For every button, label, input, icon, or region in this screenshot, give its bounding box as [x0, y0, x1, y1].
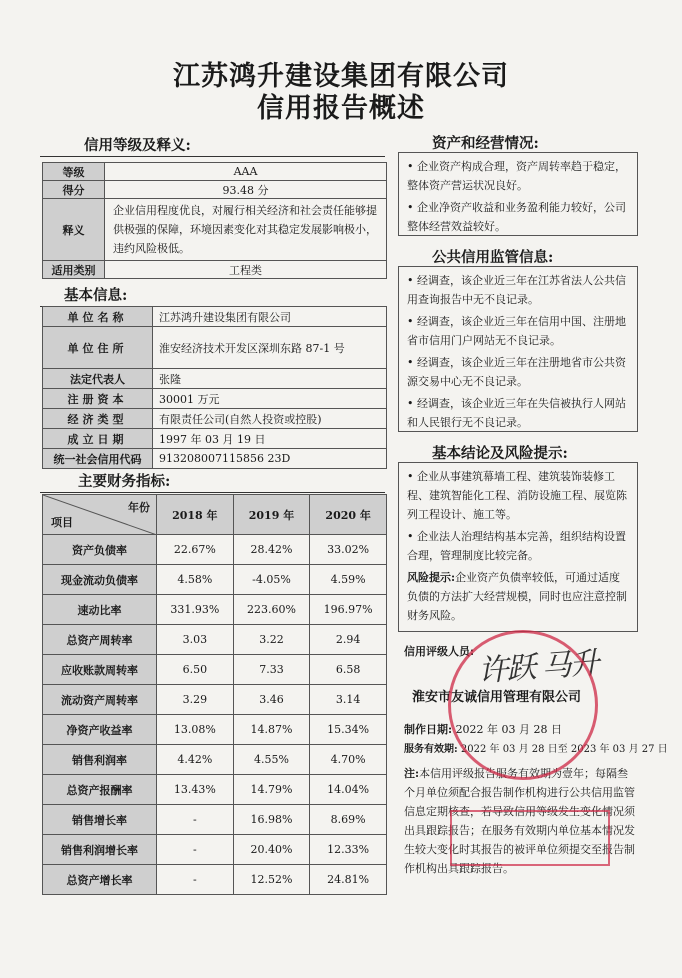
basic-value: 913208007115856 23D	[153, 449, 387, 469]
rating-label: 适用类别	[43, 261, 105, 279]
finance-cell: 331.93%	[157, 595, 234, 625]
finance-header-row	[43, 495, 387, 535]
rating-row-grade	[43, 163, 387, 181]
finance-row	[43, 805, 387, 835]
finance-row-label: 资产负债率	[43, 535, 157, 565]
basic-value: 1997 年 03 月 19 日	[153, 429, 387, 449]
conclusion-item: • 企业从事建筑幕墙工程、建筑装饰装修工程、建筑智能化工程、消防设施工程、展览陈列工程设计、施工等。	[407, 470, 627, 521]
finance-cell: 12.52%	[233, 865, 310, 895]
basic-value: 30001 万元	[153, 389, 387, 409]
risk-label: 风险提示:	[407, 571, 456, 584]
basic-row	[43, 327, 387, 369]
year-header: 2020 年	[310, 495, 387, 535]
finance-row-label: 销售增长率	[43, 805, 157, 835]
basic-label: 法定代表人	[43, 369, 153, 389]
finance-cell: 6.58	[310, 655, 387, 685]
basic-value: 张隆	[153, 369, 387, 389]
finance-cell: 196.97%	[310, 595, 387, 625]
finance-cell: 3.46	[233, 685, 310, 715]
finance-row	[43, 595, 387, 625]
finance-cell: 3.22	[233, 625, 310, 655]
finance-row	[43, 655, 387, 685]
finance-table	[42, 494, 387, 895]
supervision-section-title: 公共信用监管信息:	[432, 249, 554, 266]
report-stamp	[450, 810, 610, 866]
basic-row	[43, 409, 387, 429]
assets-item: • 企业净资产收益和业务盈利能力较好，公司整体经营效益较好。	[407, 201, 626, 233]
finance-cell: 20.40%	[233, 835, 310, 865]
finance-cell: 4.55%	[233, 745, 310, 775]
finance-cell: 223.60%	[233, 595, 310, 625]
finance-row-label: 总资产增长率	[43, 865, 157, 895]
rater-signature: 许跃 马升	[477, 645, 599, 690]
risk-text: 企业资产负债率较低，可通过适度负债的方法扩大经营规模，同时也应注意控制财务风险。	[407, 571, 627, 622]
finance-row-label: 销售利润增长率	[43, 835, 157, 865]
rating-table	[42, 162, 387, 279]
finance-row-label: 应收账款周转率	[43, 655, 157, 685]
finance-cell: 33.02%	[310, 535, 387, 565]
finance-section-title: 主要财务指标:	[78, 473, 171, 490]
basic-row	[43, 389, 387, 409]
rating-value: 工程类	[105, 261, 387, 279]
year-header: 2019 年	[233, 495, 310, 535]
finance-cell: 4.42%	[157, 745, 234, 775]
basic-info-table	[42, 306, 387, 469]
header-item-label: 项目	[51, 516, 73, 529]
basic-value: 有限责任公司(自然人投资或控股)	[153, 409, 387, 429]
finance-cell: 6.50	[157, 655, 234, 685]
rating-label: 释义	[43, 199, 105, 261]
finance-row	[43, 565, 387, 595]
basic-value: 江苏鸿升建设集团有限公司	[153, 307, 387, 327]
finance-cell: -	[157, 865, 234, 895]
conclusion-box	[398, 462, 638, 632]
finance-cell: 3.03	[157, 625, 234, 655]
rating-value: AAA	[105, 163, 387, 181]
finance-cell: 3.14	[310, 685, 387, 715]
finance-cell: 15.34%	[310, 715, 387, 745]
assets-section-title: 资产和经营情况:	[432, 135, 539, 152]
basic-row	[43, 429, 387, 449]
supervision-item: • 经调查，该企业近三年在信用中国、注册地省市信用门户网站无不良记录。	[407, 315, 626, 347]
finance-row-label: 销售利润率	[43, 745, 157, 775]
finance-row	[43, 835, 387, 865]
basic-row	[43, 369, 387, 389]
rating-row-score	[43, 181, 387, 199]
supervision-item: • 经调查，该企业近三年在江苏省法人公共信用查询报告中无不良记录。	[407, 274, 626, 306]
finance-cell: 14.79%	[233, 775, 310, 805]
basic-label: 单位名称	[43, 307, 153, 327]
finance-cell: 4.59%	[310, 565, 387, 595]
finance-row	[43, 865, 387, 895]
note-text: 本信用评级报告服务有效期为壹年；每隔叁个月单位须配合报告制作机构进行公共信用监管信息定期核查，若导致信用等级发生变化情况须出具跟踪报告；在服务有效期内单位基本情况发生较大变化时其报告的被评单位须提交至报告制作机构出具跟踪报告。	[404, 767, 635, 875]
valid-label: 服务有效期:	[404, 744, 458, 755]
basic-row	[43, 307, 387, 327]
finance-cell: 8.69%	[310, 805, 387, 835]
rating-divider	[40, 156, 385, 157]
rating-row-category	[43, 261, 387, 279]
note-label: 注:	[404, 767, 420, 780]
made-date: 2022 年 03 月 28 日	[455, 723, 563, 736]
report-title: 信用报告概述	[257, 93, 425, 124]
finance-cell: 2.94	[310, 625, 387, 655]
finance-row-label: 总资产报酬率	[43, 775, 157, 805]
rating-label: 得分	[43, 181, 105, 199]
year-header: 2018 年	[157, 495, 234, 535]
finance-row	[43, 715, 387, 745]
conclusion-section-title: 基本结论及风险提示:	[432, 445, 568, 462]
finance-row-label: 净资产收益率	[43, 715, 157, 745]
finance-cell: 13.08%	[157, 715, 234, 745]
rating-value: 企业信用程度优良，对履行相关经济和社会责任能够提供极强的保障，环境因素变化对其稳定发展影响极小，违约风险极低。	[105, 199, 387, 261]
agency-seal	[448, 630, 598, 780]
basic-label: 注册资本	[43, 389, 153, 409]
finance-cell: 28.42%	[233, 535, 310, 565]
finance-cell: 14.04%	[310, 775, 387, 805]
finance-row	[43, 685, 387, 715]
finance-cell: 4.58%	[157, 565, 234, 595]
supervision-item: • 经调查，该企业近三年在注册地省市公共资源交易中心无不良记录。	[407, 356, 626, 388]
supervision-box	[398, 266, 638, 432]
finance-row	[43, 535, 387, 565]
finance-cell: 7.33	[233, 655, 310, 685]
finance-cell: -	[157, 835, 234, 865]
risk-note	[407, 568, 629, 625]
header-year-label: 年份	[128, 501, 150, 514]
finance-cell: 14.87%	[233, 715, 310, 745]
finance-cell: -4.05%	[233, 565, 310, 595]
basic-label: 经济类型	[43, 409, 153, 429]
basic-row	[43, 449, 387, 469]
valid-range: 2022 年 03 月 28 日至 2023 年 03 月 27 日	[460, 744, 668, 755]
finance-row	[43, 625, 387, 655]
finance-row-label: 现金流动负债率	[43, 565, 157, 595]
finance-cell: 13.43%	[157, 775, 234, 805]
basic-label: 成立日期	[43, 429, 153, 449]
finance-cell: 22.67%	[157, 535, 234, 565]
assets-item: • 企业资产构成合理，资产周转率趋于稳定，整体资产营运状况良好。	[407, 160, 626, 192]
finance-cell: 4.70%	[310, 745, 387, 775]
assets-box	[398, 152, 638, 236]
finance-cell: 16.98%	[233, 805, 310, 835]
finance-cell: 12.33%	[310, 835, 387, 865]
finance-row	[43, 745, 387, 775]
basic-value: 淮安经济技术开发区深圳东路 87-1 号	[153, 327, 387, 369]
finance-row-label: 速动比率	[43, 595, 157, 625]
finance-cell: 24.81%	[310, 865, 387, 895]
finance-row-label: 流动资产周转率	[43, 685, 157, 715]
supervision-item: • 经调查，该企业近三年在失信被执行人网站和人民银行无不良记录。	[407, 397, 626, 429]
rating-label: 等级	[43, 163, 105, 181]
agency-name: 淮安市友诚信用管理有限公司	[412, 690, 582, 705]
made-label: 制作日期:	[404, 723, 453, 736]
basic-section-title: 基本信息:	[64, 287, 128, 304]
rating-value: 93.48 分	[105, 181, 387, 199]
conclusion-item: • 企业法人治理结构基本完善，组织结构设置合理，管理制度比较完备。	[407, 530, 626, 562]
finance-cell: 3.29	[157, 685, 234, 715]
finance-row	[43, 775, 387, 805]
basic-label: 单位住所	[43, 327, 153, 369]
finance-cell: -	[157, 805, 234, 835]
finance-row-label: 总资产周转率	[43, 625, 157, 655]
finance-divider	[40, 492, 385, 493]
rater-label: 信用评级人员:	[404, 645, 475, 658]
basic-label: 统一社会信用代码	[43, 449, 153, 469]
rating-row-definition	[43, 199, 387, 261]
finance-corner-cell	[43, 495, 157, 535]
rating-section-title: 信用等级及释义:	[84, 137, 191, 154]
company-title: 江苏鸿升建设集团有限公司	[173, 61, 509, 92]
